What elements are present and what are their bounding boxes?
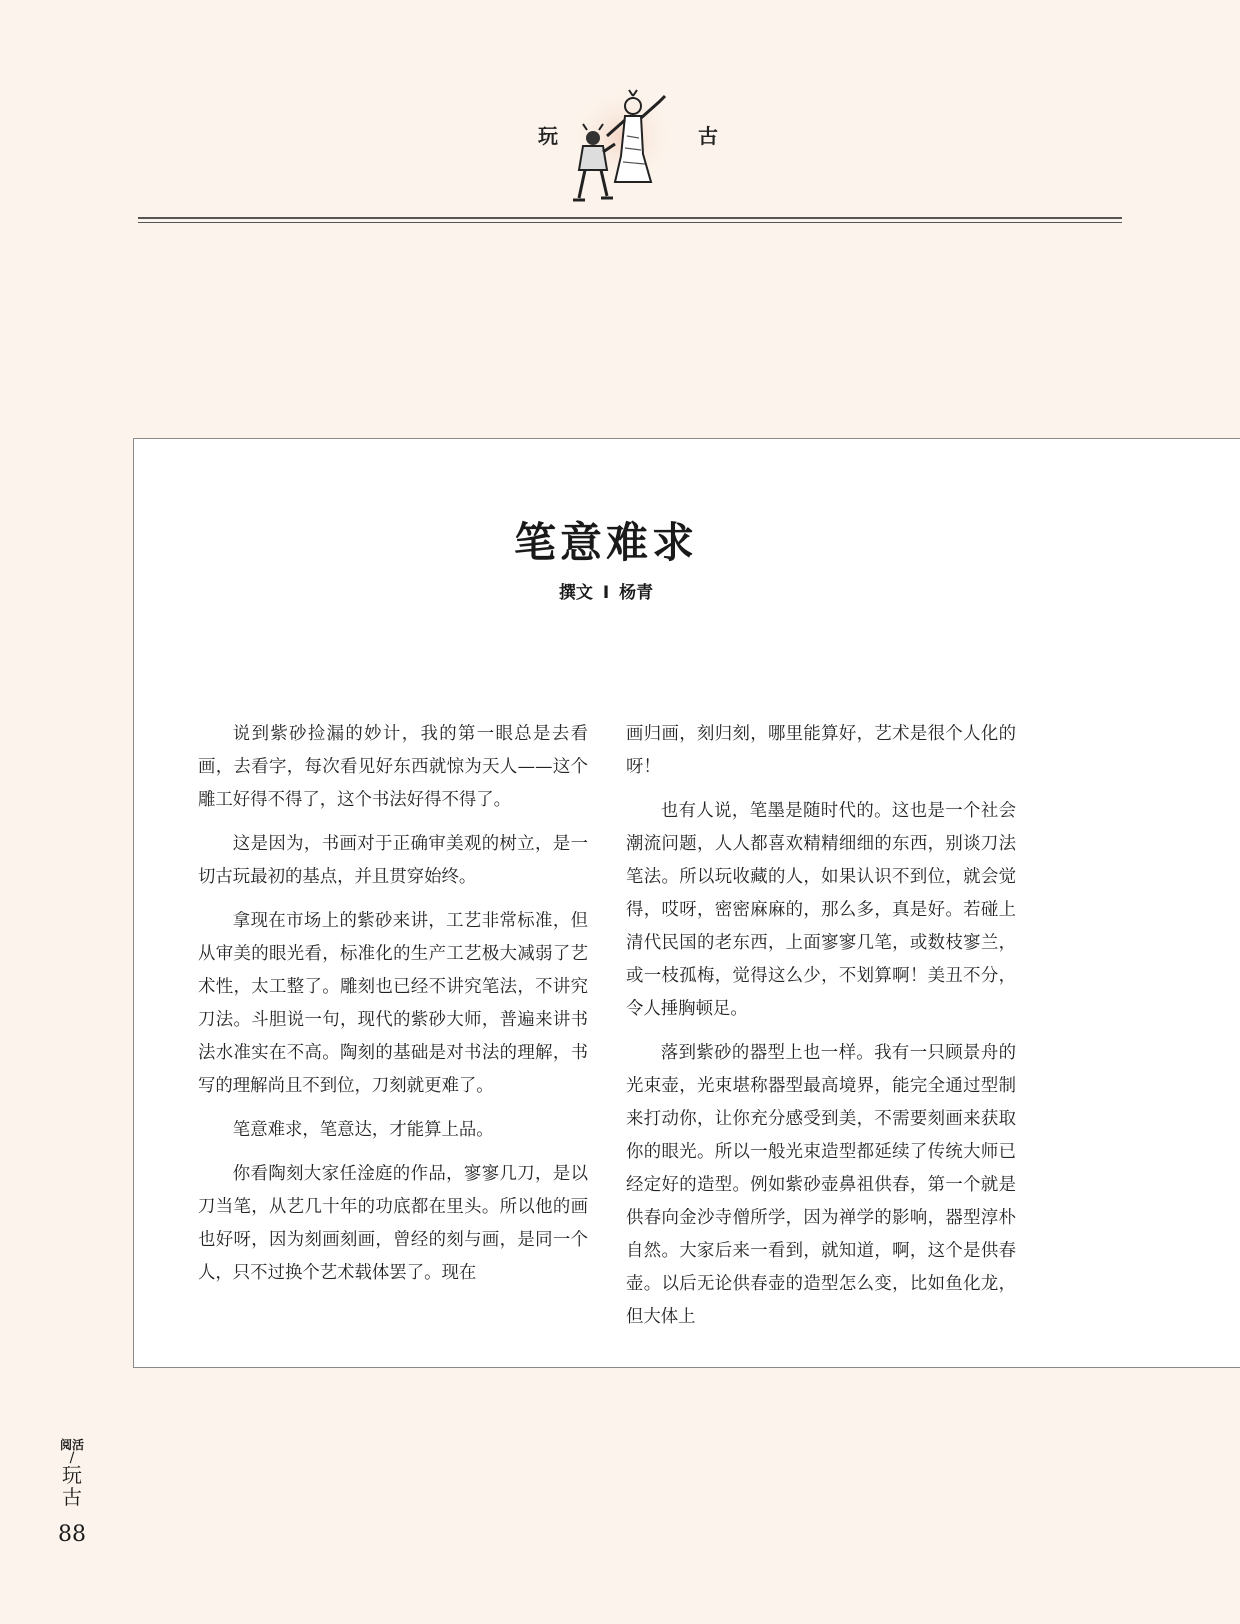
paragraph: 拿现在市场上的紫砂来讲，工艺非常标准，但从审美的眼光看，标准化的生产工艺极大减弱了艺术性，太工整了。雕刻也已经不讲究笔法，不讲究刀法。斗胆说一句，现代的紫砂大师，普遍来讲书法水准实在不高。陶刻的基础是对书法的理解，书写的理解尚且不到位，刀刻就更难了。 xyxy=(198,911,588,1096)
author-name: 杨青 xyxy=(619,583,654,603)
byline-label: 撰文 xyxy=(558,583,593,603)
left-column xyxy=(198,718,588,1301)
section-title-left: 玩 xyxy=(538,124,558,148)
page-number: 88 xyxy=(58,1522,86,1547)
paragraph: 你看陶刻大家任淦庭的作品，寥寥几刀，是以刀当笔，从艺几十年的功底都在里头。所以他的画也好呀，因为刻画刻画，曾经的刻与画，是同一个人，只不过换个艺术载体罢了。现在 xyxy=(198,1164,588,1283)
byline xyxy=(0,578,1212,603)
footer-section-name: 玩古 xyxy=(62,1463,82,1509)
footer-section-label xyxy=(60,1438,84,1508)
article-title: 笔意难求 xyxy=(513,518,698,567)
figures-illustration-icon xyxy=(555,86,685,210)
byline-separator: I xyxy=(602,583,610,603)
paragraph: 也有人说，笔墨是随时代的。这也是一个社会潮流问题，人人都喜欢精精细细的东西，别谈刀法笔法。所以玩收藏的人，如果认识不到位，就会觉得，哎呀，密密麻麻的，那么多，真是好。若碰上清代民国的老东西，上面寥寥几笔，或数枝寥兰，或一枝孤梅，觉得这么少，不划算啊！美丑不分，令人捶胸顿足。 xyxy=(626,801,1016,1019)
paragraph: 说到紫砂捡漏的妙计，我的第一眼总是去看画，去看字，每次看见好东西就惊为天人——这个雕工好得不得了，这个书法好得不得了。 xyxy=(198,724,588,810)
paragraph-continuation: 画归画，刻归刻，哪里能算好，艺术是很个人化的呀！ xyxy=(626,724,1016,777)
page-header xyxy=(0,0,1240,230)
paragraph: 笔意难求，笔意达，才能算上品。 xyxy=(232,1120,494,1140)
right-column xyxy=(626,718,1016,1345)
header-rule-thin xyxy=(138,222,1122,223)
header-rule-thick xyxy=(138,217,1122,219)
publication-name: 阅活 xyxy=(60,1438,85,1452)
paragraph: 这是因为，书画对于正确审美观的树立，是一切古玩最初的基点，并且贯穿始终。 xyxy=(198,834,588,887)
footer-slash: / xyxy=(69,1450,75,1466)
paragraph: 落到紫砂的器型上也一样。我有一只顾景舟的光束壶，光束堪称器型最高境界，能完全通过型制来打动你，让你充分感受到美，不需要刻画来获取你的眼光。所以一般光束造型都延续了传统大师已经定好的造型。例如紫砂壶鼻祖供春，第一个就是供春向金沙寺僧所学，因为禅学的影响，器型淳朴自然。大家后来一看到，就知道，啊，这个是供春壶。以后无论供春壶的造型怎么变，比如鱼化龙，但大体上 xyxy=(626,1043,1016,1327)
section-title-right: 古 xyxy=(698,124,718,148)
